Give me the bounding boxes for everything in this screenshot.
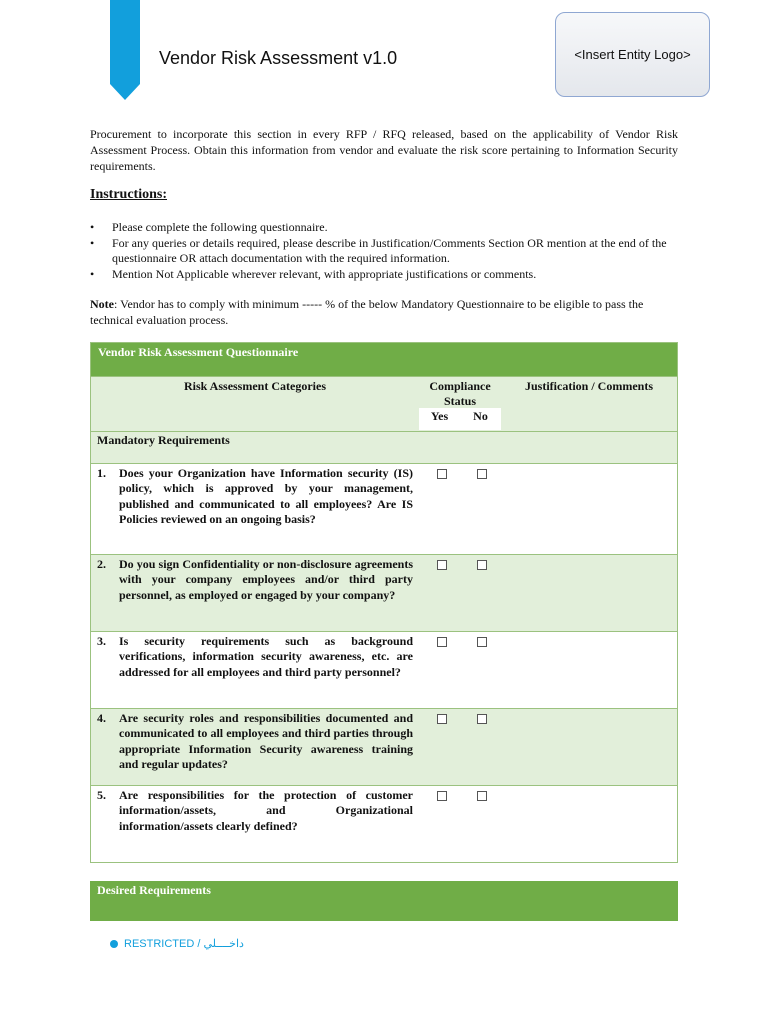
column-header-yes: Yes <box>430 409 449 423</box>
instruction-item: • Mention Not Applicable wherever relevant, with appropriate justifications or comments. <box>90 266 537 281</box>
question-text: Do you sign Confidentiality or non-disclosure agreements with your company employees and/or third party personnel, as employed or engaged by your company? <box>119 557 413 602</box>
instructions-heading: Instructions: <box>90 187 168 202</box>
question-text: Are responsibilities for the protection of customer information/assets, and Organizational information/assets clearly defined? <box>119 788 413 833</box>
table-row <box>91 785 677 862</box>
bullet-icon: • <box>90 266 95 281</box>
table-row <box>91 463 677 554</box>
entity-logo-placeholder: <Insert Entity Logo> <box>555 12 710 97</box>
no-checkbox[interactable] <box>477 469 487 479</box>
yes-checkbox[interactable] <box>437 469 447 479</box>
circle-icon <box>110 940 118 948</box>
column-header-comments: Justification / Comments <box>525 379 653 393</box>
classification-label: RESTRICTED / داخــــلي <box>124 938 244 950</box>
question-text: Is security requirements such as background verifications, information security awareness, etc. are addressed for all employees and third party personnel? <box>119 634 413 679</box>
questionnaire-title: Vendor Risk Assessment Questionnaire <box>91 343 677 376</box>
column-header-category: Risk Assessment Categories <box>184 379 326 393</box>
bullet-icon: • <box>90 220 95 234</box>
intro-paragraph: Procurement to incorporate this section in every RFP / RFQ released, based on the applicability of Vendor Risk Assessment Process. Obtain this information from vendor and evaluate the risk score pertaining to Information Security requirements. <box>90 127 678 173</box>
yes-checkbox[interactable] <box>437 637 447 647</box>
table-bottom-border <box>91 862 677 863</box>
yes-checkbox[interactable] <box>437 791 447 801</box>
mandatory-section-row <box>91 431 677 463</box>
table-row <box>91 708 677 785</box>
bullet-icon: • <box>90 235 95 250</box>
no-checkbox[interactable] <box>477 791 487 801</box>
no-checkbox[interactable] <box>477 560 487 570</box>
question-number: 3. <box>97 634 106 648</box>
desired-requirements-header: Desired Requirements <box>90 881 678 921</box>
instructions-list <box>90 220 680 282</box>
question-text: Are security roles and responsibilities documented and communicated to all employees and third parties through appropriate Information Security awareness training and regular updates? <box>119 711 413 771</box>
yes-checkbox[interactable] <box>437 714 447 724</box>
mandatory-label: Mandatory Requirements <box>97 433 230 447</box>
note-label: Note <box>90 297 114 311</box>
instruction-item: • Please complete the following questionnaire. <box>90 220 328 234</box>
column-header-compliance: Compliance Status <box>429 379 491 408</box>
no-checkbox[interactable] <box>477 637 487 647</box>
note-text: : Vendor has to comply with minimum ----- % of the below Mandatory Questionnaire to be eligible to pass the technical evaluation process. <box>90 297 644 327</box>
note-paragraph <box>90 296 680 328</box>
question-number: 5. <box>97 788 106 802</box>
table-row <box>91 631 677 708</box>
questionnaire-table <box>90 342 678 863</box>
question-text: Does your Organization have Information security (IS) policy, which is approved by your management, published and communicated to all employees? Are IS Policies reviewed on an ongoing basis? <box>119 466 413 526</box>
question-number: 1. <box>97 466 106 480</box>
yes-checkbox[interactable] <box>437 560 447 570</box>
classification-footer <box>110 937 244 950</box>
column-header-no: No <box>473 409 488 423</box>
table-row <box>91 554 677 631</box>
table-header-row <box>91 376 677 431</box>
question-number: 4. <box>97 711 106 725</box>
header-ribbon <box>110 0 140 84</box>
question-number: 2. <box>97 557 106 571</box>
yes-no-header <box>419 408 501 430</box>
header-ribbon-tip <box>110 84 140 100</box>
document-title: Vendor Risk Assessment v1.0 <box>159 48 398 68</box>
no-checkbox[interactable] <box>477 714 487 724</box>
instruction-item: • For any queries or details required, please describe in Justification/Comments Section OR mention at the end of the questionnaire OR attach documentation with the required information. <box>90 235 667 265</box>
